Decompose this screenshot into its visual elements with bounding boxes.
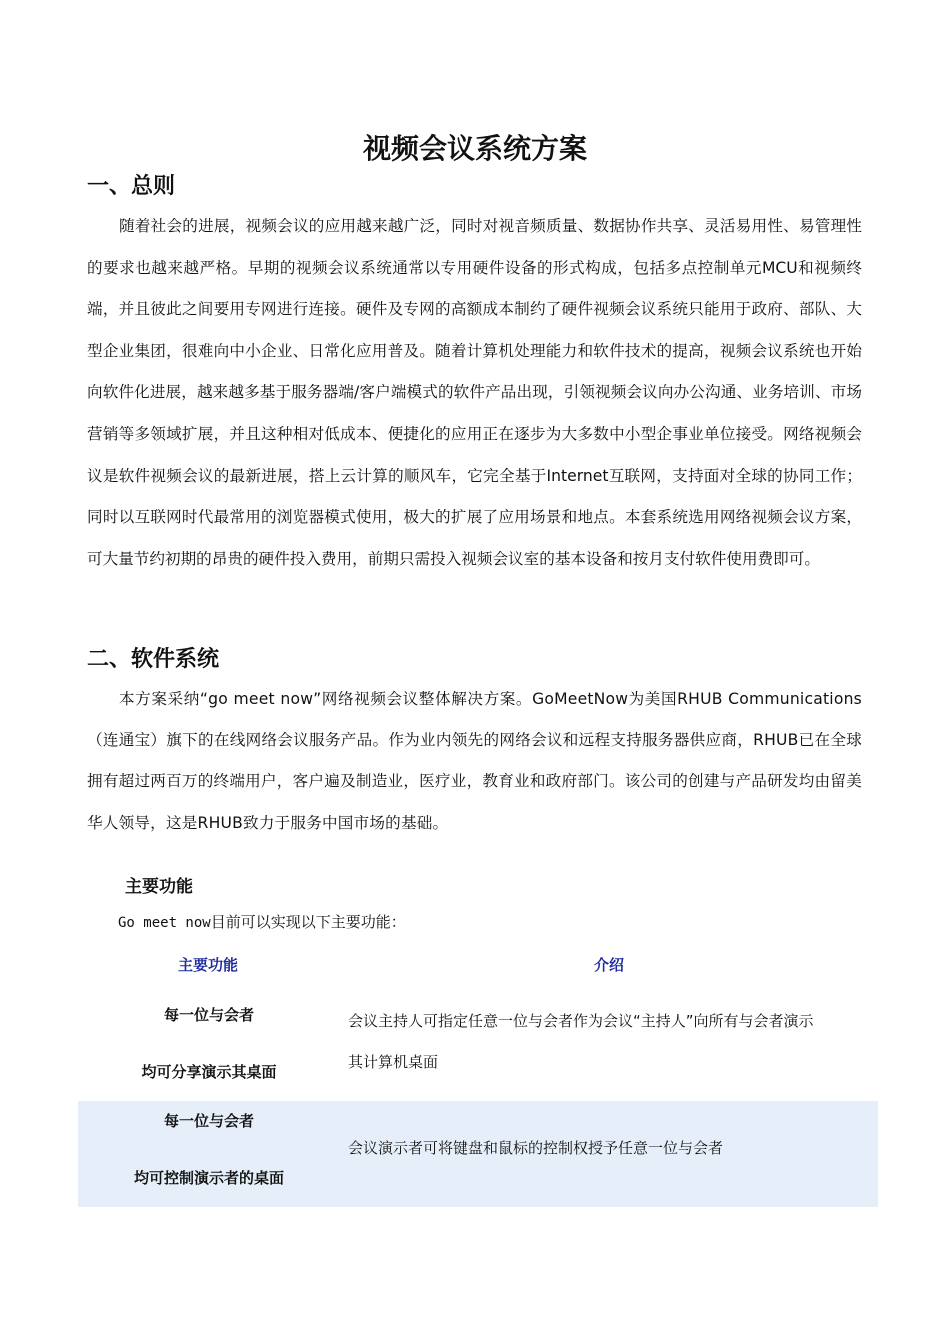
feature-description-line1: 会议演示者可将键盘和鼠标的控制权授予任意一位与会者 (348, 1139, 724, 1157)
feature-name-line1: 每一位与会者 (163, 1112, 254, 1130)
section-heading-software: 二、软件系统 (87, 647, 220, 672)
table-row (78, 1101, 878, 1207)
feature-description (348, 1128, 868, 1169)
document-title: 视频会议系统方案 (362, 132, 587, 165)
feature-description-line1: 会议主持人可指定任意一位与会者作为会议“主持人”向所有与会者演示 (348, 1012, 814, 1030)
feature-description (348, 1001, 868, 1083)
product-name: Go meet now (118, 915, 211, 931)
feature-name-line2: 均可分享演示其桌面 (141, 1063, 277, 1081)
features-intro (118, 911, 406, 932)
features-intro-text: 目前可以实现以下主要功能： (210, 913, 406, 931)
table-header-feature: 主要功能 (178, 956, 239, 974)
section-general-paragraph: 随着社会的进展，视频会议的应用越来越广泛，同时对视音频质量、数据协作共享、灵活易用性、易管理性的要求也越来越严格。早期的视频会议系统通常以专用硬件设备的形式构成，包括多点控制单元MCU和视频终端，并且彼此之间要用专网进行连接。硬件及专网的高额成本制约了硬件视频会议系统只能用于政府、部队、大型企业集团，很难向中小企业、日常化应用普及。随着计算机处理能力和软件技术的提高，视频会议系统也开始向软件化进展，越来越多基于服务器端/客户端模式的软件产品出现，引领视频会议向办公沟通、业务培训、市场营销等多领域扩展，并且这种相对低成本、便捷化的应用正在逐步为大多数中小型企事业单位接受。网络视频会议是软件视频会议的最新进展，搭上云计算的顺风车，它完全基于Internet互联网，支持面对全球的协同工作；同时以互联网时代最常用的浏览器模式使用，极大的扩展了应用场景和地点。本套系统选用网络视频会议方案，可大量节约初期的昂贵的硬件投入费用，前期只需投入视频会议室的基本设备和按月支付软件使用费即可。 (87, 217, 862, 568)
feature-name-line2: 均可控制演示者的桌面 (133, 1169, 284, 1187)
section-software-paragraph: 本方案采纳“go meet now”网络视频会议整体解决方案。GoMeetNow为美国RHUB Communications（连通宝）旗下的在线网络会议服务产品。作为业内领先的网络会议和远程支持服务器供应商，RHUB已在全球拥有超过两百万的终端用户，客户遍及制造业，医疗业，教育业和政府部门。该公司的创建与产品研发均由留美华人领导，这是RHUB致力于服务中国市场的基础。 (87, 690, 862, 832)
table-header-description: 介绍 (594, 956, 625, 974)
feature-name-line1: 每一位与会者 (163, 1006, 254, 1024)
feature-description-line2: 其计算机桌面 (348, 1053, 439, 1071)
section-heading-general: 一、总则 (87, 174, 176, 199)
features-heading: 主要功能 (125, 877, 193, 897)
table-row (78, 990, 878, 1098)
